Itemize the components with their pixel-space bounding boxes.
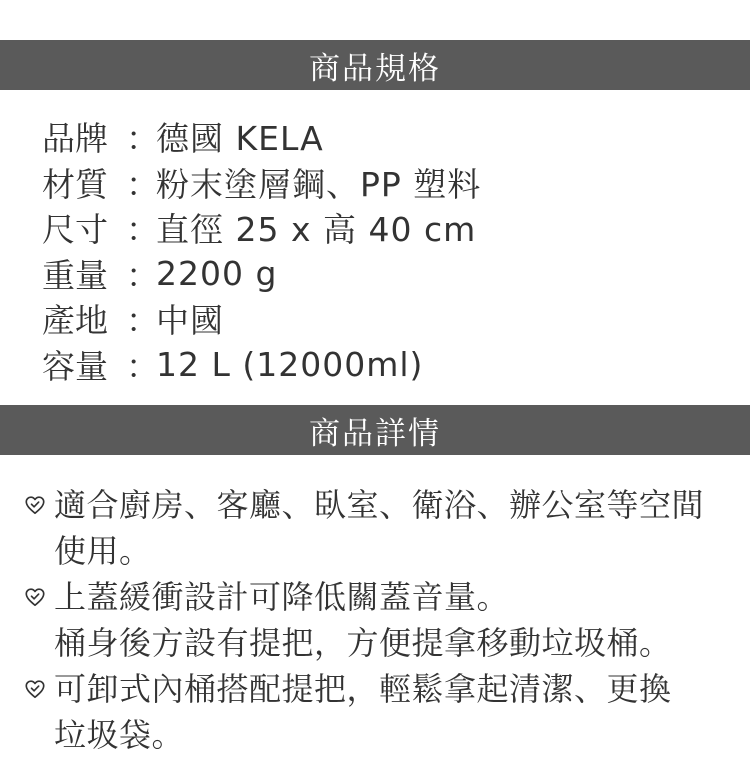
- spec-section-title: 商品規格: [309, 50, 441, 87]
- spec-value: 2200 g: [156, 253, 278, 293]
- spec-value: 德國 KELA: [156, 119, 324, 159]
- spec-colon: ：: [126, 301, 159, 341]
- spec-section-header: [0, 40, 750, 90]
- heart-check-icon: [24, 666, 54, 711]
- spec-colon: ：: [126, 346, 159, 386]
- detail-item: [24, 666, 739, 758]
- detail-line: 垃圾袋。: [54, 716, 185, 754]
- spec-colon: ：: [126, 119, 159, 159]
- spec-value: 直徑 25 x 高 40 cm: [156, 210, 477, 250]
- spec-row-size: [42, 205, 742, 251]
- spec-key: 材質: [42, 164, 108, 204]
- detail-line: 上蓋緩衝設計可降低關蓋音量。: [54, 578, 510, 616]
- spec-row-origin: [42, 296, 742, 342]
- spec-colon: ：: [126, 164, 159, 204]
- spec-row-capacity: [42, 342, 742, 388]
- spec-value: 12 L (12000ml): [156, 344, 424, 384]
- spec-value: 中國: [156, 301, 224, 341]
- detail-item: [24, 482, 739, 574]
- detail-line: 可卸式內桶搭配提把，輕鬆拿起清潔、更換: [54, 670, 672, 708]
- spec-key: 重量: [42, 255, 108, 295]
- spec-key: 尺寸: [42, 210, 108, 250]
- spec-row-material: [42, 160, 742, 206]
- heart-check-icon: [24, 482, 54, 527]
- spec-colon: ：: [126, 255, 159, 295]
- spec-key: 容量: [42, 346, 108, 386]
- spec-value: 粉末塗層鋼、PP 塑料: [156, 164, 482, 204]
- spec-row-brand: [42, 114, 742, 160]
- spec-row-weight: [42, 251, 742, 297]
- spec-key: 品牌: [42, 119, 108, 159]
- detail-line: 適合廚房、客廳、臥室、衛浴、辦公室等空間: [54, 486, 705, 524]
- heart-check-icon: [24, 574, 54, 619]
- detail-list: [24, 482, 739, 758]
- detail-section-header: [0, 405, 750, 455]
- detail-line: 桶身後方設有提把，方便提拿移動垃圾桶。: [54, 624, 672, 662]
- detail-item: [24, 574, 739, 666]
- spec-key: 產地: [42, 301, 108, 341]
- spec-list: [42, 114, 742, 387]
- detail-line: 使用。: [54, 532, 152, 570]
- spec-colon: ：: [126, 210, 159, 250]
- detail-section-title: 商品詳情: [309, 415, 441, 452]
